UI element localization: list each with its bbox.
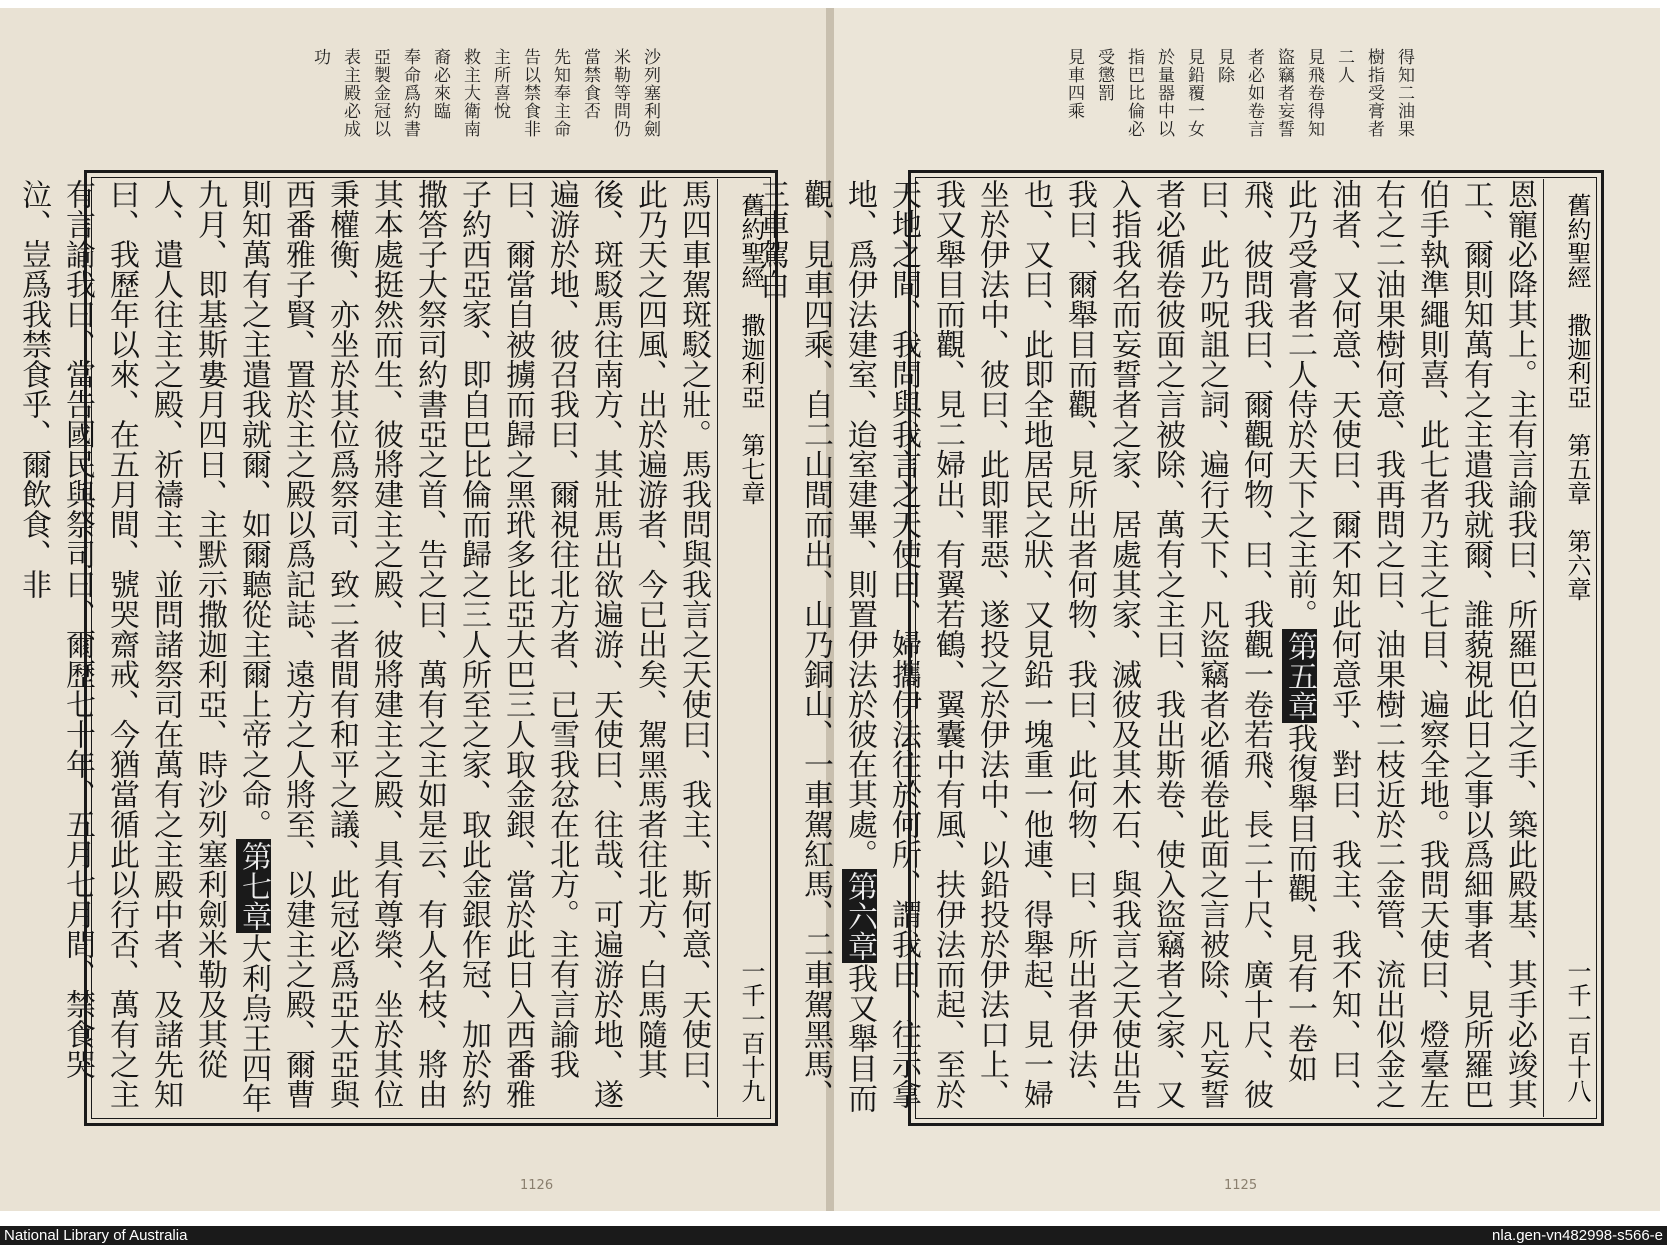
margin-note: 表主殿必成 bbox=[340, 48, 360, 138]
left-margin-notes bbox=[140, 48, 660, 168]
margin-note: 受懲罰 bbox=[1094, 48, 1114, 102]
margin-note: 見飛卷得知 bbox=[1304, 48, 1324, 138]
margin-note: 二人 bbox=[1334, 48, 1354, 84]
running-header bbox=[1543, 179, 1595, 1117]
library-name: National Library of Australia bbox=[4, 1227, 188, 1244]
page-number: 一千一百十八 bbox=[1563, 959, 1591, 1103]
margin-note: 見車四乘 bbox=[1064, 48, 1084, 120]
margin-note: 告以禁食非 bbox=[520, 48, 540, 138]
margin-note: 奉命爲約書 bbox=[400, 48, 420, 138]
margin-note: 米勒等問仍 bbox=[610, 48, 630, 138]
margin-note: 者必如卷言 bbox=[1244, 48, 1264, 138]
chapter-marker: 第六章 bbox=[842, 871, 877, 961]
margin-note: 功 bbox=[310, 48, 330, 66]
margin-note: 亞製金冠以 bbox=[370, 48, 390, 138]
margin-note: 見除 bbox=[1214, 48, 1234, 84]
margin-note: 盜竊者妄誓 bbox=[1274, 48, 1294, 138]
verse-text: 大利烏王四年九月、即基斯婁月四日、主默示撒迦利亞、時沙列塞利劍米勒及其從人、遣人往主之殿、祈禱主、並問諸祭司在萬有之主殿中者、及諸先知曰、我歷年以來、在五月間、號哭齋戒、今猶當循此以行否、萬有之主有言諭我曰、當告國民與祭司曰、爾歷七十年、五月七月間、禁食哭泣、豈爲我禁食乎、爾飲食、非 bbox=[16, 179, 271, 1113]
margin-note: 主所喜悅 bbox=[490, 48, 510, 120]
scripture-body bbox=[16, 179, 715, 1117]
margin-note: 沙列塞利劍 bbox=[640, 48, 660, 138]
scripture-body bbox=[754, 179, 1541, 1117]
text-frame bbox=[16, 170, 778, 1126]
margin-note: 見鉛覆一女 bbox=[1184, 48, 1204, 138]
pencil-page-mark: 1125 bbox=[1224, 1178, 1258, 1193]
margin-note: 得知二油果 bbox=[1394, 48, 1414, 138]
margin-note: 於量器中以 bbox=[1154, 48, 1174, 138]
archive-footer-bar bbox=[0, 1226, 1667, 1245]
chapter-marker: 第七章 bbox=[236, 841, 271, 931]
runner-title: 舊約聖經 撒迦利亞 第七章 bbox=[737, 193, 765, 505]
right-page bbox=[754, 8, 1660, 1211]
verse-text: 我復舉目而觀、見有一卷如飛、彼問我曰、爾觀何物、曰、我觀一卷若飛、長二十尺、廣十尺、彼曰、此乃呪詛之詞、遍行天下、凡盜竊者必循卷此面之言被除、凡妄誓者必循卷彼面之言被除、萬有之主曰、我出斯卷、使入盜竊者之家、又入指我名而妄誓者之家、居處其家、滅彼及其木石、與我言之天使出告我曰、爾舉目而觀、見所出者何物、我曰、此何物、曰、所出者伊法、也、又曰、此即全地居民之狀、又見鉛一塊重一他連、得舉起、見一婦坐於伊法中、彼曰、此即罪惡、遂投之於伊法中、以鉛投於伊法口上、我又舉目而觀、見二婦出、有翼若鶴、翼囊中有風、扶伊法而起、至於天地之間、我問與我言之天使曰、婦攜伊法往於何所、謂我曰、往示拿地、爲伊法建室、迨室建畢、則置伊法於彼在其處。 bbox=[842, 179, 1317, 1109]
margin-note: 指巴比倫必 bbox=[1124, 48, 1144, 138]
verse-text: 恩寵必降其上。主有言諭我曰、所羅巴伯之手、築此殿基、其手必竣其工、爾則知萬有之主遣我就爾、誰藐視此日之事以爲細事者、見所羅巴伯手執準繩則喜、此七者乃主之七目、遍察全地。我問天使曰、燈臺左右之二油果樹何意、我再問之曰、油果樹二枝近於二金管、流出似金之油者、又何意、天使曰、爾不知此何意乎、對曰、我主、我不知、曰、此乃受膏者二人侍於天下之主前。 bbox=[1282, 179, 1537, 1109]
pencil-page-mark: 1126 bbox=[520, 1178, 554, 1193]
margin-note: 救主大衛南 bbox=[460, 48, 480, 138]
text-frame bbox=[754, 170, 1604, 1126]
margin-note: 當禁食否 bbox=[580, 48, 600, 120]
chapter-marker: 第五章 bbox=[1282, 631, 1317, 721]
right-margin-notes bbox=[894, 48, 1414, 168]
verse-text: 我又舉目而觀、見車四乘、自二山間而出、山乃銅山、一車駕紅馬、二車駕黑馬、三車駕白 bbox=[754, 179, 877, 1113]
item-identifier: nla.gen-vn482998-s566-e bbox=[1492, 1227, 1663, 1244]
verse-text: 馬四車駕斑駁之壯。馬我問與我言之天使曰、我主、斯何意、天使曰、此乃天之四風、出於遍游者、今已出矣、駕黑馬者往北方、白馬隨其後、斑駁馬往南方、其壯馬出欲遍游、天使曰、往哉、可遍游於地、遂遍游於地、彼召我曰、爾視往北方者、已雪我忿在北方。主有言諭我曰、爾當自被擄而歸之黑玳多比亞大巴三人取金銀、當於此日入西番雅子約西亞家、即自巴比倫而歸之三人所至之家、取此金銀作冠、加於約撒答子大祭司約書亞之首、告之曰、萬有之主如是云、有人名枝、將由其本處挺然而生、彼將建主之殿、彼將建主之殿、具有尊榮、坐於其位秉權衡、亦坐於其位爲祭司、致二者間有和平之議、此冠必爲亞大亞與西番雅子賢、置於主之殿以爲記誌、遠方之人將至、以建主之殿、爾曹則知萬有之主遣我就爾、如爾聽從主爾上帝之命。 bbox=[236, 179, 711, 1109]
left-page bbox=[0, 8, 826, 1211]
runner-title: 舊約聖經 撒迦利亞 第五章 第六章 bbox=[1563, 193, 1591, 601]
page-number: 一千一百十九 bbox=[737, 959, 765, 1103]
margin-note: 裔必來臨 bbox=[430, 48, 450, 120]
margin-note: 樹指受膏者 bbox=[1364, 48, 1384, 138]
margin-note: 先知奉主命 bbox=[550, 48, 570, 138]
